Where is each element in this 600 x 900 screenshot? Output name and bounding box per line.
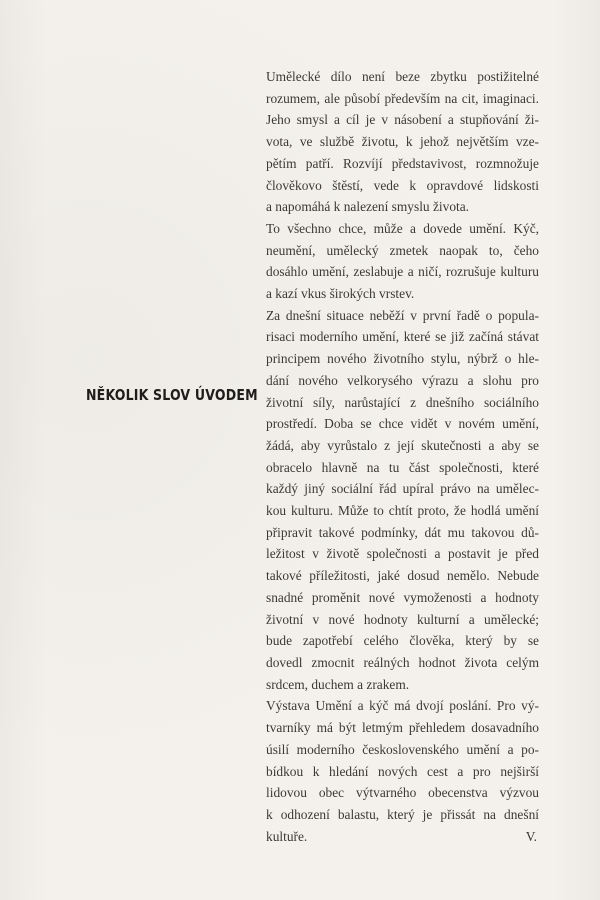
text-line: Umělecké dílo není beze zbytku postižitelné (266, 69, 539, 84)
text-line: bude zapotřebí celého člověka, který by se (266, 633, 539, 649)
text-line: dosáhlo umění, zeslabuje a ničí, rozrušuje kulturu (266, 264, 539, 280)
paragraph-3 (266, 305, 539, 696)
text-line: neumění, umělecký zmetek naopak to, čeho (266, 242, 539, 258)
text-line: životní síly, narůstající z dnešního sociálního (266, 394, 539, 410)
text-line: To všechno chce, může a dovede umění. Kýč, (266, 220, 539, 236)
text-line: každý jiný sociální řád upíral právo na umělec- (266, 481, 539, 497)
text-line: dovedl zmocnit reálných hodnot života celým (266, 654, 539, 670)
paragraph-4 (266, 695, 539, 847)
text-line: lidovou obec výtvarného obecenstva výzvou (266, 785, 539, 801)
text-line: prostředí. Doba se chce vidět v novém umění, (266, 416, 539, 432)
author-signature: V. (525, 828, 537, 844)
paragraph-1 (266, 66, 539, 218)
text-line: člověkovo štěstí, vede k opravdové lidskosti (266, 177, 539, 193)
text-line: srdcem, duchem a zrakem. (266, 676, 410, 692)
body-text-column (266, 66, 539, 847)
text-line: dání nového velkorysého výrazu a slohu pro (266, 372, 539, 388)
text-line: a kazí vkus širokých vrstev. (266, 286, 415, 302)
signoff-row (266, 826, 539, 848)
text-line: životní v nové hodnoty kulturní a umělecké; (266, 611, 539, 627)
text-line: bídkou k hledání nových cest a pro nejširší (266, 763, 539, 779)
text-line: tvarníky má být letmým přehledem dosavadního (266, 720, 539, 736)
text-line: rozumem, ale působí především na cit, imaginaci. (266, 90, 539, 106)
text-line: žádá, aby vyrůstalo z její skutečnosti a aby se (266, 437, 539, 453)
paragraph-2 (266, 218, 539, 305)
text-line: ležitost v životě společnosti a postavit je před (266, 546, 539, 562)
page-heading: NĚKOLIK SLOV ÚVODEM (86, 386, 258, 404)
text-line: Za dnešní situace neběží v první řadě o popula- (266, 307, 539, 323)
text-line: snadné proměnit nové vymoženosti a hodnoty (266, 589, 539, 605)
text-line: obracelo hlavně na tu část společnosti, které (266, 459, 539, 475)
text-line: Jeho smysl a cíl je v násobení a stupňování ži- (266, 112, 539, 128)
text-line: takové příležitosti, jaké dosud nemělo. Nebude (266, 568, 539, 584)
text-line: kou kulturu. Může to chtít proto, že hodlá umění (266, 503, 539, 519)
text-line: úsilí moderního československého umění a po- (266, 741, 539, 757)
text-line: pětím patří. Rozvíjí představivost, rozmnožuje (266, 155, 539, 171)
text-line: k odhození balastu, který je přissát na dnešní (266, 806, 539, 822)
closing-line: kultuře. (266, 828, 308, 844)
text-line: připravit takové podmínky, dát mu takovou dů- (266, 524, 539, 540)
text-line: principem nového životního stylu, nýbrž o hle- (266, 351, 539, 367)
text-line: risaci moderního umění, které se již začíná stávat (266, 329, 539, 345)
text-line: vota, ve službě životu, k jehož největším vze- (266, 134, 539, 150)
text-line: Výstava Umění a kýč má dvojí poslání. Pro vý- (266, 698, 539, 714)
text-line: a napomáhá k nalezení smyslu života. (266, 199, 470, 215)
